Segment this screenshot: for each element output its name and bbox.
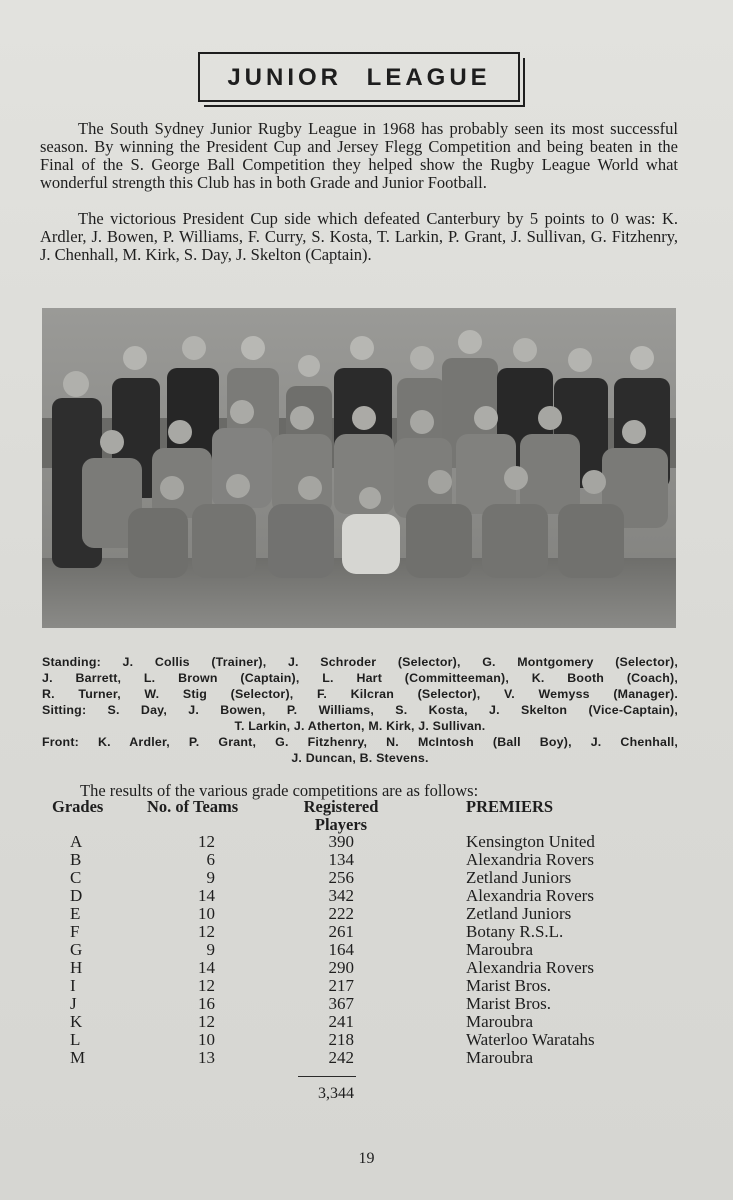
header-players	[296, 798, 386, 834]
teams-cell: 12	[198, 922, 215, 941]
premiers-cell: Marist Bros.	[466, 976, 551, 995]
title-box	[198, 52, 520, 102]
results-intro: The results of the various grade competitions are as follows:	[80, 781, 479, 800]
grade-cell: J	[70, 994, 77, 1013]
table-row	[0, 941, 733, 959]
header-premiers: PREMIERS	[466, 797, 554, 816]
table-row	[0, 851, 733, 869]
table-row	[0, 869, 733, 887]
table-row	[0, 1031, 733, 1049]
teams-cell: 10	[198, 904, 215, 923]
results-table	[0, 833, 733, 1067]
table-row	[0, 1049, 733, 1067]
premiers-cell: Zetland Juniors	[466, 904, 572, 923]
header-players-line1: Registered	[303, 797, 379, 816]
teams-cell: 12	[198, 976, 215, 995]
page-number: 19	[358, 1150, 375, 1167]
players-cell: 222	[328, 904, 354, 923]
table-row	[0, 959, 733, 977]
grade-cell: K	[70, 1012, 83, 1031]
players-cell: 242	[328, 1048, 354, 1067]
total-players: 3,344	[318, 1085, 354, 1102]
teams-cell: 12	[198, 1012, 215, 1031]
intro-paragraph: The South Sydney Junior Rugby League in 1968 has probably seen its most successful season. By winning the President Cup and Jersey Flegg Competition and being beaten in the Final of the S. George Ball Competition they helped show the Rugby League World what wonderful strength this Club has in both Grade and Junior Football.	[40, 119, 678, 192]
teams-cell: 14	[198, 886, 215, 905]
teams-cell: 12	[198, 832, 215, 851]
table-row	[0, 923, 733, 941]
header-teams: No. of Teams	[147, 797, 239, 816]
table-row	[0, 833, 733, 851]
players-cell: 290	[328, 958, 354, 977]
premiers-cell: Waterloo Waratahs	[466, 1030, 595, 1049]
teams-cell: 9	[206, 868, 215, 887]
caption-line: Standing: J. Collis (Trainer), J. Schroder (Selector), G. Montgomery (Selector),	[42, 655, 678, 669]
grade-cell: H	[70, 958, 83, 977]
players-cell: 256	[328, 868, 354, 887]
caption-line: R. Turner, W. Stig (Selector), F. Kilcran (Selector), V. Wemyss (Manager).	[42, 687, 678, 701]
premiers-cell: Kensington United	[466, 832, 595, 851]
caption-line: T. Larkin, J. Atherton, M. Kirk, J. Sullivan.	[234, 719, 486, 733]
grade-cell: C	[70, 868, 82, 887]
photo-caption	[42, 654, 678, 766]
grade-cell: L	[70, 1030, 81, 1049]
table-row	[0, 905, 733, 923]
header-grades: Grades	[52, 797, 104, 816]
premiers-cell: Marist Bros.	[466, 994, 551, 1013]
players-cell: 217	[328, 976, 354, 995]
players-cell: 134	[328, 850, 354, 869]
page-title: JUNIOR LEAGUE	[227, 64, 491, 91]
teams-cell: 6	[206, 850, 215, 869]
players-cell: 164	[328, 940, 354, 959]
premiers-cell: Botany R.S.L.	[466, 922, 564, 941]
premiers-cell: Maroubra	[466, 940, 534, 959]
teams-cell: 14	[198, 958, 215, 977]
players-cell: 241	[328, 1012, 354, 1031]
grade-cell: G	[70, 940, 83, 959]
grade-cell: B	[70, 850, 82, 869]
premiers-cell: Alexandria Rovers	[466, 850, 594, 869]
premiers-cell: Alexandria Rovers	[466, 886, 594, 905]
grade-cell: M	[70, 1048, 86, 1067]
caption-line: Front: K. Ardler, P. Grant, G. Fitzhenry, N. McIntosh (Ball Boy), J. Chenhall,	[42, 735, 678, 749]
premiers-cell: Maroubra	[466, 1048, 534, 1067]
total-rule	[298, 1076, 356, 1077]
table-row	[0, 1013, 733, 1031]
caption-line: Sitting: S. Day, J. Bowen, P. Williams, S. Kosta, J. Skelton (Vice-Captain),	[42, 703, 678, 717]
table-row	[0, 995, 733, 1013]
table-row	[0, 977, 733, 995]
grade-cell: D	[70, 886, 83, 905]
teams-cell: 9	[206, 940, 215, 959]
teams-cell: 16	[198, 994, 215, 1013]
premiers-cell: Zetland Juniors	[466, 868, 572, 887]
players-cell: 390	[328, 832, 354, 851]
grade-cell: I	[70, 976, 76, 995]
caption-line: J. Duncan, B. Stevens.	[291, 751, 429, 765]
premiers-cell: Alexandria Rovers	[466, 958, 594, 977]
team-paragraph: The victorious President Cup side which defeated Canterbury by 5 points to 0 was: K. Ardler, J. Bowen, P. Williams, F. Curry, S. Kosta, T. Larkin, P. Grant, J. Sullivan, G. Fitzhenry, J. Chenhall, M. Kirk, S. Day, J. Skelton (Captain).	[40, 209, 678, 264]
team-photo	[42, 308, 676, 628]
players-cell: 261	[328, 922, 354, 941]
premiers-cell: Maroubra	[466, 1012, 534, 1031]
header-players-line2: Players	[314, 815, 368, 834]
table-row	[0, 887, 733, 905]
teams-cell: 10	[198, 1030, 215, 1049]
players-cell: 218	[328, 1030, 354, 1049]
grade-cell: E	[70, 904, 81, 923]
players-cell: 367	[328, 994, 354, 1013]
players-cell: 342	[328, 886, 354, 905]
grade-cell: A	[70, 832, 83, 851]
caption-line: J. Barrett, L. Brown (Captain), L. Hart (Committeeman), K. Booth (Coach),	[42, 671, 678, 685]
teams-cell: 13	[198, 1048, 215, 1067]
grade-cell: F	[70, 922, 80, 941]
